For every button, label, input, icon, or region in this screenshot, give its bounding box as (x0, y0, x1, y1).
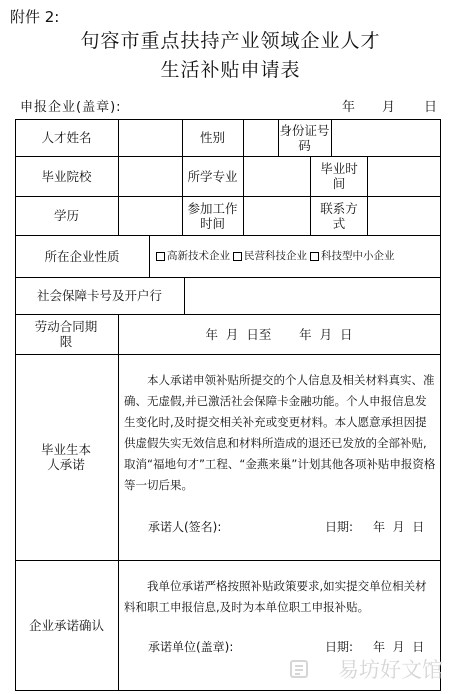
header-date-year: 年 (342, 100, 356, 115)
form-title-line-1: 句容市重点扶持产业领域企业人才 (80, 30, 381, 52)
label-company-type: 所在企业性质 (44, 248, 120, 264)
input-id-card[interactable] (331, 119, 440, 156)
table-border-bottom (15, 690, 440, 691)
label-contact: 联系方式 (320, 200, 358, 231)
graduate-commitment-text: 本人承诺申领补贴所提交的个人信息及相关材料真实、准确、无虚假,并已激活社会保障卡金融功能。个人申报信息发生变化时,及时提交相关补充或变更材料。本人愿意承担因提供虚假失实无效信息和材料所造成的退还已发放的全部补贴,取消“福地句才”工程、“金燕来巢”计划其他各项补贴申报资格等一切后果。 (124, 373, 436, 492)
table-border-right (440, 119, 441, 691)
label-degree: 学历 (53, 208, 79, 223)
option-private-tech[interactable] (233, 249, 307, 264)
company-type-options (150, 235, 440, 277)
company-sign-label: 承诺单位(盖章): (148, 640, 234, 654)
label-contract: 劳动合同期限 (34, 319, 98, 349)
applicant-company-label: 申报企业(盖章): (20, 100, 122, 115)
attachment-number: 附件 2: (10, 8, 60, 26)
company-date-value[interactable]: 年 月 日 (373, 640, 425, 654)
checkbox-icon[interactable] (233, 252, 242, 261)
label-school: 毕业院校 (41, 168, 92, 184)
company-date-label: 日期: (325, 640, 354, 654)
input-degree[interactable] (118, 196, 182, 235)
input-social-card[interactable] (184, 277, 440, 314)
option-small-tech[interactable] (310, 249, 395, 264)
option-label: 民营科技企业 (244, 249, 307, 262)
form-title-line-2: 生活补贴申请表 (160, 59, 301, 81)
watermark-logo-icon (289, 658, 311, 680)
label-major: 所学专业 (187, 168, 238, 184)
option-label: 科技型中小企业 (321, 249, 395, 262)
col-line (118, 314, 119, 691)
col-line (310, 156, 311, 236)
label-grad-time: 毕业时间 (320, 161, 358, 191)
input-gender[interactable] (243, 119, 278, 156)
label-talent-name: 人才姓名 (41, 130, 92, 145)
header-date-month: 月 (382, 100, 396, 115)
label-id-card: 身份证号码 (279, 122, 330, 153)
input-major[interactable] (243, 156, 310, 196)
watermark-text: 易坊好文馆 (338, 658, 443, 682)
label-graduate-commitment: 毕业生本人承诺 (40, 442, 91, 472)
header-date-day: 日 (424, 100, 438, 115)
promisor-sign-label: 承诺人(签名): (148, 520, 222, 534)
input-grad-time[interactable] (367, 156, 440, 196)
label-company-commitment: 企业承诺确认 (28, 617, 104, 633)
checkbox-icon[interactable] (156, 252, 165, 261)
input-school[interactable] (118, 156, 182, 196)
graduate-date-value[interactable]: 年 月 日 (373, 520, 425, 534)
company-commitment-text: 我单位承诺严格按照补贴政策要求,如实提交单位相关材料和职工申报信息,及时为本单位职工申报补贴。 (124, 579, 427, 614)
graduate-date-label: 日期: (325, 520, 354, 534)
label-work-time: 参加工作时间 (187, 200, 238, 231)
label-social-card: 社会保障卡号及开户行 (36, 288, 162, 303)
option-high-tech[interactable] (156, 249, 230, 264)
input-work-time[interactable] (243, 196, 310, 235)
input-talent-name[interactable] (118, 119, 182, 156)
contract-period-value[interactable]: 年 月 日至 年 月 日 (205, 326, 353, 342)
label-gender: 性别 (199, 130, 225, 145)
checkbox-icon[interactable] (310, 252, 319, 261)
option-label: 高新技术企业 (167, 249, 230, 262)
input-contact[interactable] (367, 196, 440, 235)
